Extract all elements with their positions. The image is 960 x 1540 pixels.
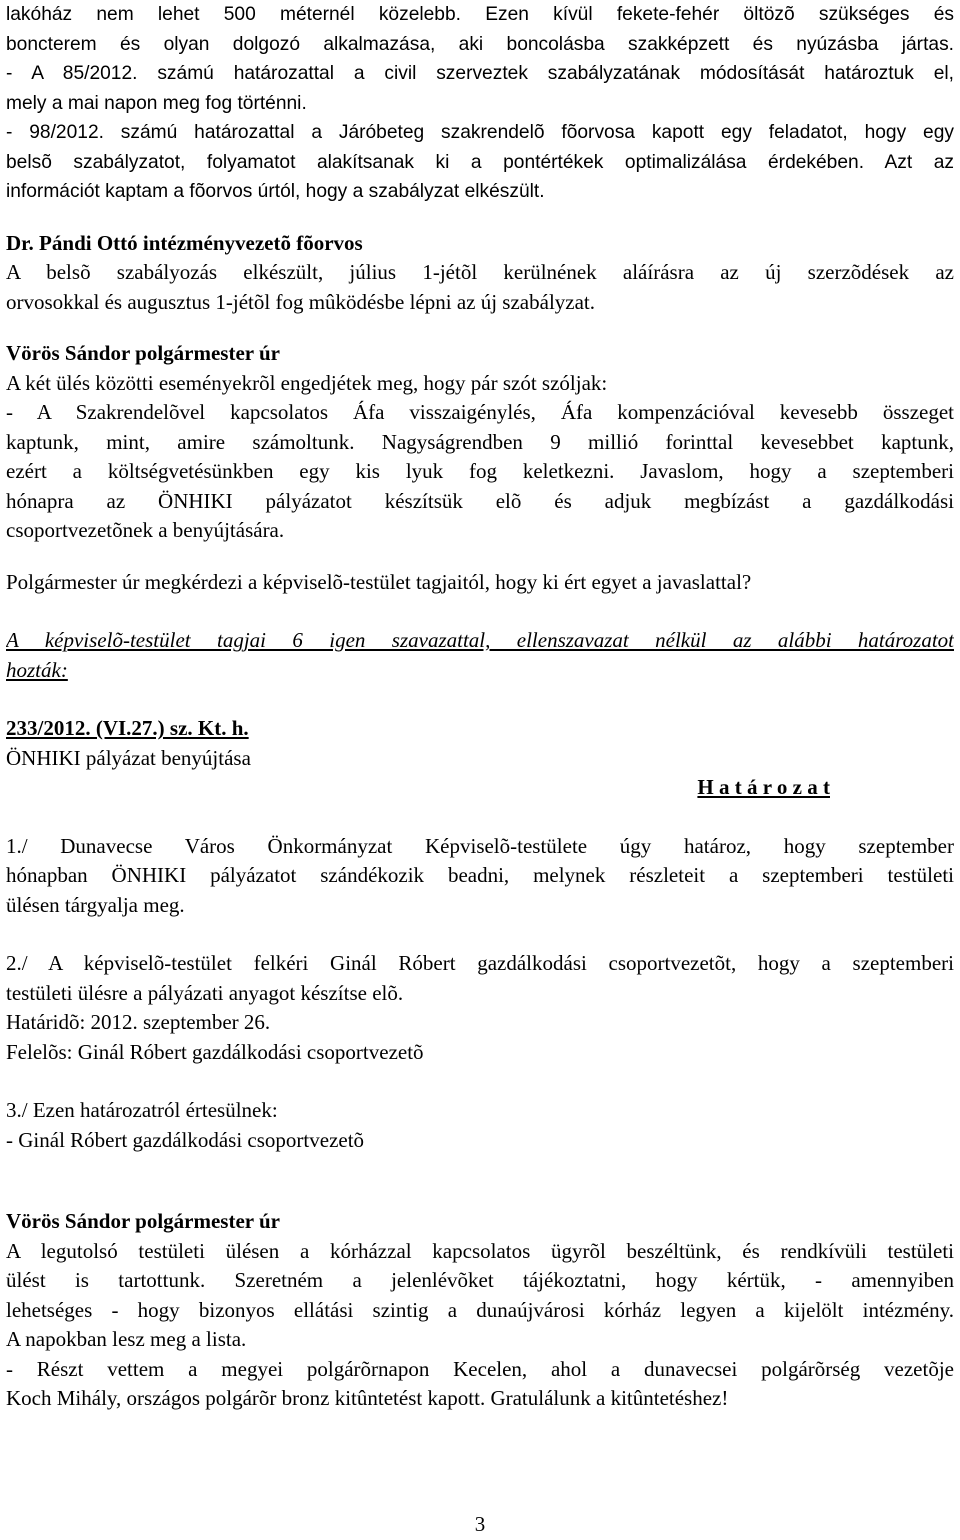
text-line: 3./ Ezen határozatról értesülnek: xyxy=(6,1098,278,1122)
text-line: lakóház nem lehet 500 méternél közelebb. Ezen kívül fekete-fehér öltözõ szükséges és xyxy=(6,4,954,25)
spacer xyxy=(6,1067,954,1096)
text-line: kaptunk, mint, amire számoltunk. Nagyságrendben 9 millió forinttal kevesebbet kaptunk, xyxy=(6,429,954,454)
text-line: Koch Mihály, országos polgárõr bronz kitûntetést kapott. Gratulálunk a kitûntetéshez! xyxy=(6,1386,729,1410)
text-line: orvosokkal és augusztus 1-jétõl fog mûködésbe lépni az új szabályzat. xyxy=(6,289,596,314)
text-line: hónapra az ÖNHIKI pályázatot készítsük elõ és adjuk megbízást a gazdálkodási xyxy=(6,488,954,513)
text-line: boncterem és olyan dolgozó alkalmazása, aki boncolásba szakképzett és nyúzásba jártas. xyxy=(6,33,954,55)
text-line: 2./ A képviselõ-testület felkéri Ginál Róbert gazdálkodási csoportvezetõt, hogy a szeptemberi xyxy=(6,951,954,975)
deadline-line: Határidõ: 2012. szeptember 26. xyxy=(6,1010,271,1034)
text-line: - A Szakrendelõvel kapcsolatos Áfa visszaigénylés, Áfa kompenzációval kevesebb összeget xyxy=(6,400,954,424)
text-line: belsõ szabályzatot, folyamatot alakítsanak ki a pontértékek optimalizálása érdekében. Azt az xyxy=(6,151,954,173)
resolution-number: 233/2012. (VI.27.) sz. Kt. h. xyxy=(6,716,249,740)
resolution-block xyxy=(6,714,954,1155)
spacer xyxy=(6,207,954,229)
speaker-name: Vörös Sándor polgármester úr xyxy=(6,1209,280,1233)
spacer xyxy=(6,920,954,949)
text-line: - 98/2012. számú határozattal a Járóbeteg szakrendelõ fõorvosa kapott egy feladatot, hogy egy xyxy=(6,122,954,143)
text-line: - Ginál Róbert gazdálkodási csoportvezetõ xyxy=(6,1127,365,1152)
speaker-name: Dr. Pándi Ottó intézményvezetõ fõorvos xyxy=(6,230,363,255)
vote-text: hozták: xyxy=(6,657,68,682)
text-line: információt kaptam a fõorvos úrtól, hogy a szabályzat elkészült. xyxy=(6,181,545,202)
page-number: 3 xyxy=(474,1512,486,1536)
speaker-block xyxy=(6,229,954,318)
speaker-block xyxy=(6,1207,954,1414)
text-line: testületi ülésre a pályázati anyagot készítse elõ. xyxy=(6,980,404,1005)
text-line: lehetséges - hogy bizonyos ellátási szintig a dunaújvárosi kórház legyen a kijelölt intézmény. xyxy=(6,1297,954,1322)
resolution-heading: H a t á r o z a t xyxy=(697,775,830,799)
spacer xyxy=(6,803,954,832)
text-line: A legutolsó testületi ülésen a kórházzal kapcsolatos ügyrõl beszéltünk, és rendkívüli testületi xyxy=(6,1238,954,1263)
vote-text: A képviselõ-testület tagjai 6 igen szavazattal, ellenszavazat nélkül az alábbi határozatot xyxy=(6,628,954,652)
text-line: A napokban lesz meg a lista. xyxy=(6,1327,247,1351)
text-line: mely a mai napon meg fog történni. xyxy=(6,92,307,114)
text-line: ülést is tartottunk. Szeretném a jelenlévõket tájékoztatni, hogy kértük, - amennyiben xyxy=(6,1268,954,1292)
spacer xyxy=(6,317,954,339)
spacer xyxy=(6,546,954,568)
vote-block xyxy=(6,626,954,685)
text-line: csoportvezetõnek a benyújtására. xyxy=(6,518,285,542)
prev-section xyxy=(6,0,954,207)
text-line: A két ülés közötti eseményekrõl engedjétek meg, hogy pár szót szóljak: xyxy=(6,370,608,395)
speaker-name: Vörös Sándor polgármester úr xyxy=(6,341,280,365)
speaker-block xyxy=(6,339,954,546)
text-line: ülésen tárgyalja meg. xyxy=(6,892,185,917)
spacer xyxy=(6,597,954,626)
text-line: A belsõ szabályozás elkészült, július 1-jétõl kerülnének aláírásra az új szerzõdések az xyxy=(6,260,954,284)
text-line: - A 85/2012. számú határozattal a civil szerveztek szabályzatának módosítását határoztuk el, xyxy=(6,63,954,84)
spacer xyxy=(6,685,954,714)
text-line: hónapban ÖNHIKI pályázatot szándékozik beadni, melynek részleteit a szeptemberi testületi xyxy=(6,863,954,887)
question-line: Polgármester úr megkérdezi a képviselõ-testület tagjaitól, hogy ki ért egyet a javaslattal? xyxy=(6,569,752,594)
text-line: ezért a költségvetésünkben egy kis lyuk fog keletkezni. Javaslom, hogy a szeptemberi xyxy=(6,459,954,483)
responsible-line: Felelõs: Ginál Róbert gazdálkodási csoportvezetõ xyxy=(6,1039,424,1064)
resolution-subject: ÖNHIKI pályázat benyújtása xyxy=(6,745,251,770)
text-line: - Részt vettem a megyei polgárõrnapon Kecelen, ahol a dunavecsei polgárõrség vezetõje xyxy=(6,1356,954,1381)
text-line: 1./ Dunavecse Város Önkormányzat Képviselõ-testülete úgy határoz, hogy szeptember xyxy=(6,833,954,858)
spacer xyxy=(6,1155,954,1207)
